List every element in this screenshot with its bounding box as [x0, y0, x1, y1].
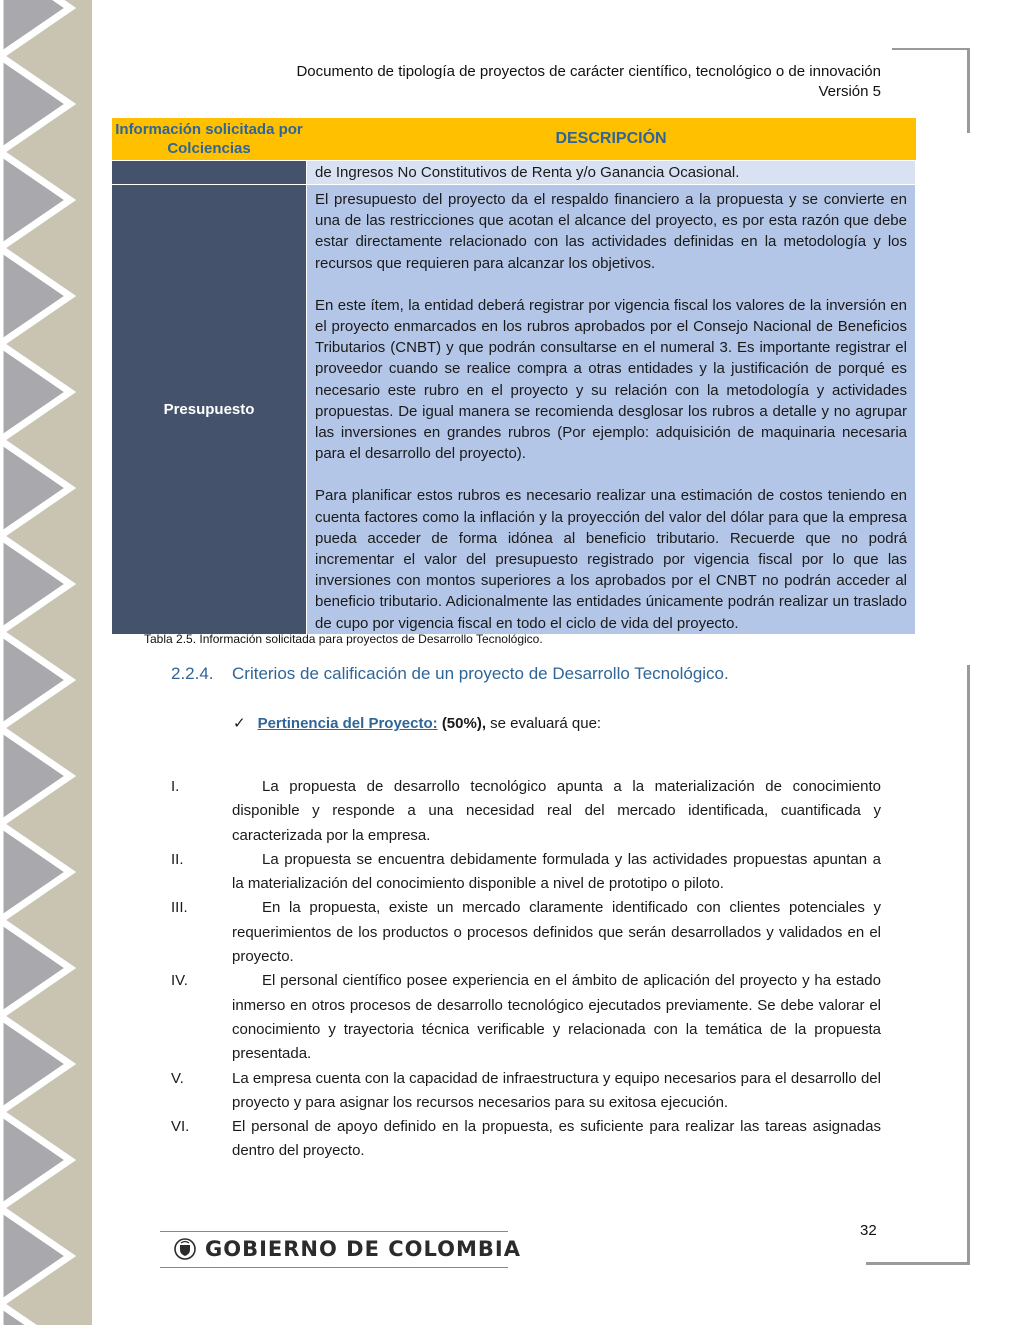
footer-logo — [174, 1237, 521, 1261]
table-row — [112, 161, 916, 185]
table-cell-continuation: de Ingresos No Constitutivos de Renta y/o Ganancia Ocasional. — [307, 161, 916, 185]
criterion-weight: (50%), — [441, 715, 486, 732]
section-number: 2.2.4. — [171, 664, 214, 683]
table-row — [112, 185, 916, 635]
footer-rule-bottom — [160, 1267, 508, 1268]
list-item-numeral: III. — [171, 899, 188, 917]
info-table — [111, 118, 916, 635]
table-cell-label — [112, 185, 307, 635]
list-item-numeral: I. — [171, 778, 180, 795]
list-item — [171, 848, 881, 897]
list-item-text: La empresa cuenta con la capacidad de infraestructura y equipo necesarios para el desarrollo del proyecto y para asignar los recursos necesarios para su exitosa ejecución. — [232, 1069, 881, 1111]
list-item-numeral: V. — [171, 1069, 184, 1087]
frame-top-right-vertical — [967, 48, 970, 133]
list-item-numeral: II. — [171, 850, 184, 868]
colombia-coat-of-arms-icon — [174, 1238, 196, 1260]
document-title: Documento de tipología de proyectos de carácter científico, tecnológico o de innovación — [296, 63, 881, 80]
section-title: Criterios de calificación de un proyecto de Desarrollo Tecnológico. — [232, 664, 729, 683]
list-item-text: El personal científico posee experiencia en el ámbito de aplicación del proyecto y ha estado inmerso en otros procesos de desarrollo tecnológico ejecutados previamente. Se debe valorar el conocimiento y trayectoria técnica verificable y relacionada con la temática de la propuesta presentada. — [232, 972, 881, 1063]
section-heading — [171, 664, 729, 684]
list-item-text: El personal de apoyo definido en la propuesta, es suficiente para realizar las tareas asignadas dentro del proyecto. — [232, 1118, 881, 1160]
frame-top-right-horizontal — [892, 48, 970, 50]
table-cell-description — [307, 185, 916, 635]
criteria-list — [171, 775, 881, 1164]
frame-bottom-right-horizontal — [866, 1262, 970, 1265]
table-caption: Tabla 2.5. Información solicitada para proyectos de Desarrollo Tecnológico. — [144, 632, 543, 646]
table-cell-empty — [112, 161, 307, 185]
table-header-row — [112, 118, 916, 161]
presupuesto-label: Presupuesto — [163, 400, 255, 418]
list-item — [171, 896, 881, 969]
footer-rule-top — [160, 1231, 508, 1232]
description-paragraph: En este ítem, la entidad deberá registrar por vigencia fiscal los valores de la inversión en el proyecto enmarcados en los rubros aprobados por el Consejo Nacional de Beneficios Tributarios (CNBT) y que podrán consultarse en el numeral 3. Es importante registrar el proveedor cuando se realice compra a otras entidades y la justificación de porqué es necesario este rubro en el proyecto y su relación con la metodología y actividades propuestas. De igual manera se recomienda desglosar los rubros a detalle y no agrupar las inversiones en grandes rubros (Por ejemplo: adquisición de maquinaria necesaria para el desarrollo del proyecto). — [315, 296, 907, 463]
column-header-info: Información solicitada por Colciencias — [112, 118, 307, 161]
checkmark-icon: ✓ — [233, 715, 246, 732]
list-item-text: La propuesta de desarrollo tecnológico apunta a la materialización de conocimiento disponible y responde a una necesidad real del mercado identificada, cuantificada y caracterizada por la empresa. — [232, 778, 881, 844]
list-item — [171, 775, 881, 848]
footer-logo-text: GOBIERNO DE COLOMBIA — [205, 1237, 521, 1261]
page-number: 32 — [860, 1222, 877, 1239]
list-item — [171, 969, 881, 1066]
criterion-line — [233, 714, 601, 732]
description-paragraph: El presupuesto del proyecto da el respaldo financiero a la propuesta y se convierte en una de las restricciones que acotan el alcance del proyecto, es por esta razón que debe estar directamente relacionado con las actividades definidas en la metodología y los recursos que requieren para alcanzar los objetivos. — [315, 191, 907, 272]
frame-bottom-right-vertical — [967, 665, 970, 1265]
decorative-chevron-stripe — [0, 0, 92, 1325]
criterion-link[interactable]: Pertinencia del Proyecto: — [257, 715, 438, 732]
document-header — [296, 62, 881, 102]
list-item — [171, 1067, 881, 1116]
list-item — [171, 1115, 881, 1164]
list-item-numeral: VI. — [171, 1118, 190, 1136]
list-item-text: La propuesta se encuentra debidamente formulada y las actividades propuestas apuntan a la materialización del conocimiento disponible a nivel de prototipo o piloto. — [232, 850, 881, 893]
list-item-text: En la propuesta, existe un mercado claramente identificado con clientes potenciales y requerimientos de los productos o procesos definidos que serán desarrollados y validados en el proyecto. — [232, 899, 881, 966]
criterion-rest: se evaluará que: — [490, 715, 602, 732]
list-item-numeral: IV. — [171, 972, 188, 990]
description-paragraph: Para planificar estos rubros es necesario realizar una estimación de costos teniendo en cuenta factores como la inflación y la proyección del valor del dólar para que la empresa pueda acceder de forma idónea al beneficio tributario. Recuerde que no podrá incrementar el valor del presupuesto registrado por vigencia fiscal por lo que las inversiones con montos superiores a los aprobados por el CNBT no podrán acceder al beneficio tributario. Adicionalmente las entidades únicamente podrán realizar un traslado de cupo por vigencia fiscal en todo el ciclo de vida del proyecto. — [315, 487, 907, 632]
column-header-description: DESCRIPCIÓN — [307, 118, 916, 161]
document-version: Versión 5 — [818, 83, 881, 100]
